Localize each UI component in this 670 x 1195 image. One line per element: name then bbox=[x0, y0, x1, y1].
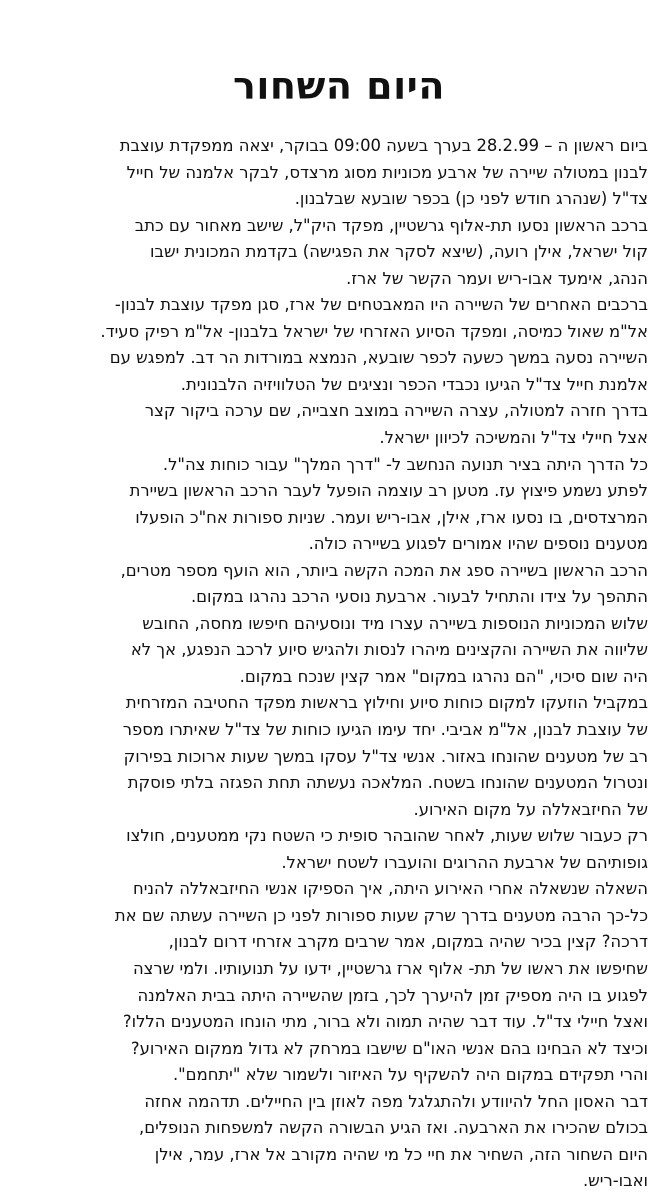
text-line: ברכבים האחרים של השיירה היו המאבטחים של ארז, סגן מפקד עוצבת לבנון- bbox=[114, 295, 648, 315]
text-line: כל-כך הרבה מטענים בדרך שרק שעות ספורות לפני כן השיירה עשתה שם את bbox=[114, 905, 648, 925]
text-line: קול ישראל, אילן רועה, (שיצא לסקר את הפגישה) בקדמת המכונית ישבו bbox=[150, 242, 648, 262]
text-line: גופותיהם של ארבעת ההרוגים והועברו לשטח ישראל. bbox=[281, 852, 648, 872]
text-line: ואבו-ריש. bbox=[582, 1171, 648, 1191]
text-line: כל הדרך היתה בציר תנועה הנחשב ל- "דרך המלך" עבור כוחות צה"ל. bbox=[162, 454, 648, 474]
text-line: במקביל הוזעקו למקום כוחות סיוע וחילוץ בראשות מפקד החטיבה המזרחית bbox=[125, 693, 648, 713]
text-line: דרכה? קצין בכיר שהיה במקום, אמר שרבים מקרב אזרחי דרום לבנון, bbox=[168, 932, 648, 952]
text-line: לבנון במטולה שיירה של ארבע מכוניות מסוג מרצדס, לבקר אלמנה של חייל bbox=[126, 162, 648, 182]
text-line: ברכב הראשון נסעו תת-אלוף גרשטיין, מפקד היק"ל, שישב מאחור עם כתב bbox=[134, 215, 648, 235]
text-line: ונטרול המטענים שהונחו בשטח. המלאכה נעשתה תחת הפגזה בלתי פוסקת bbox=[127, 773, 648, 793]
text-line: אלמנת חייל צד"ל הגיעו נכבדי הכפר ונציגים של הטלוויזיה הלבנונית. bbox=[180, 374, 648, 394]
text-line: לפגוע בו היה מספיק זמן להיערך לכך, בזמן שהשיירה היתה בבית האלמנה bbox=[137, 985, 648, 1005]
text-line: אצל חיילי צד"ל והמשיכה לכיוון ישראל. bbox=[379, 428, 648, 448]
text-line: רב של מטענים שהונחו באזור. אנשי צד"ל עסקו במשך שעות ארוכות בפירוק bbox=[123, 746, 648, 766]
text-line: המרצדסים, בו נסעו ארז, אילן, אבו-ריש ועמר. שניות ספורות אח"כ הופעלו bbox=[135, 507, 648, 527]
text-line: דבר האסון החל להיוודע ולהתגלגל מפה לאוזן בין החיילים. תדהמה אחזה bbox=[144, 1091, 648, 1111]
text-line: הרכב הראשון בשיירה ספג את המכה הקשה ביותר, הוא הועף מספר מטרים, bbox=[120, 560, 648, 580]
text-line: השיירה נסעה במשך כשעה לכפר שובעא, הנמצא במורדות הר דב. למפגש עם bbox=[109, 348, 648, 368]
text-line: והרי תפקידם במקום היה להשקיף על האיזור ולשמור שלא "יתחמם". bbox=[172, 1065, 648, 1085]
text-line: היום השחור הזה, השחיר את חיי כל מי שהיה מקורב אל ארז, עמר, אילן bbox=[154, 1144, 648, 1164]
text-line: בדרך חזרה למטולה, עצרה השיירה במוצב חצבייה, שם ערכה ביקור קצר bbox=[144, 401, 648, 421]
text-line: שלוש המכוניות הנוספות בשיירה עצרו מיד ונוסעיהם חיפשו מחסה, החובש bbox=[142, 613, 648, 633]
text-line: השאלה שנשאלה אחרי האירוע היתה, איך הספיקו אנשי החיזבאללה להניח bbox=[133, 879, 648, 899]
text-line: ביום ראשון ה – 28.2.99 בערך בשעה 09:00 בבוקר, יצאה ממפקדת עוצבת bbox=[119, 136, 648, 155]
text-line: של עוצבת לבנון, אל"מ אביבי. יחד עימו הגיעו כוחות של צד"ל שאיתרו מספר bbox=[122, 720, 648, 740]
article-body bbox=[30, 133, 648, 1195]
text-line: בכולם שהכירו את הארבעה. ואז הגיע הבשורה הקשה למשפחות הנופלים, bbox=[138, 1118, 648, 1138]
page-title: היום השחור bbox=[233, 64, 445, 108]
text-line: שליווה את השיירה והקצינים מיהרו לנסות ולהגיש סיוע לרכב הנפגע, אך לא bbox=[130, 640, 648, 660]
text-line: צד"ל (שנהרג חודש לפני כן) בכפר שובעא שבלבנון. bbox=[294, 189, 648, 209]
text-line: מטענים נוספים שהיו אמורים לפגוע בשיירה כולה. bbox=[308, 534, 648, 554]
text-line: של החיזבאללה על מקום האירוע. bbox=[413, 799, 648, 819]
text-line: התהפך על צידו והתחיל לבעור. ארבעת נוסעי הרכב נהרגו במקום. bbox=[190, 587, 648, 607]
text-line: לפתע נשמע פיצוץ עז. מטען רב עוצמה הופעל לעבר הרכב הראשון בשיירת bbox=[129, 481, 648, 501]
text-line: הנהג, אימעד אבו-ריש ועמר הקשר של ארז. bbox=[346, 268, 648, 288]
text-line: היה שום סיכוי, "הם נהרגו במקום" אמר קצין שנכח במקום. bbox=[239, 666, 648, 686]
text-line: שחיפשו את ראשו של תת- אלוף ארז גרשטיין, ידעו על תנועותיו. ולמי שרצה bbox=[132, 958, 648, 978]
text-line: אל"מ שאול כמיסה, ומפקד הסיוע האזרחי של ישראל בלבנון- אל"מ רפיק סעיד. bbox=[100, 321, 648, 341]
text-line: וכיצד לא הבחינו בהם אנשי האו"ם שישבו במרחק לא גדול ממקום האירוע? bbox=[130, 1038, 648, 1058]
text-line: ואצל חיילי צד"ל. עוד דבר שהיה תמוה ולא ברור, מתי הונחו המטענים הללו? bbox=[122, 1012, 648, 1032]
text-line: רק כעבור שלוש שעות, לאחר שהובהר סופית כי השטח נקי ממטענים, חולצו bbox=[126, 826, 648, 846]
